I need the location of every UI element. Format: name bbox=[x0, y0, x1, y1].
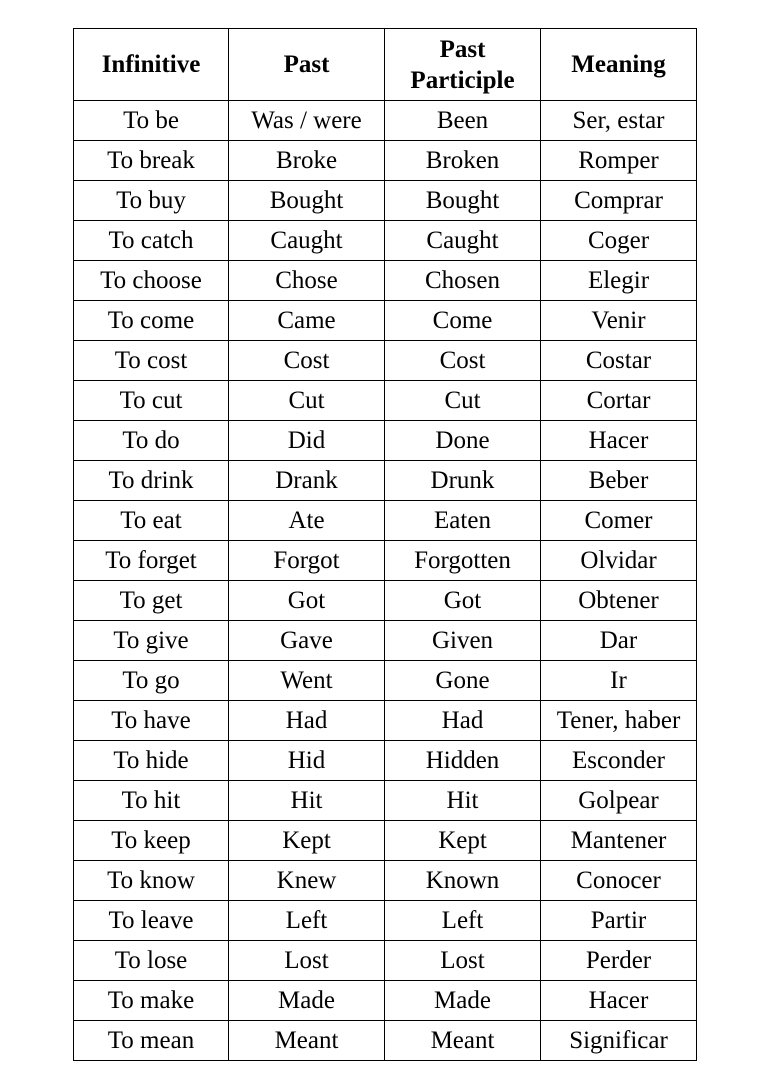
table-row bbox=[74, 661, 697, 701]
meaning-cell: Olvidar bbox=[541, 541, 697, 581]
infinitive-cell: To buy bbox=[74, 181, 229, 221]
infinitive-cell: To have bbox=[74, 701, 229, 741]
past-participle-cell: Eaten bbox=[385, 501, 541, 541]
meaning-cell: Tener, haber bbox=[541, 701, 697, 741]
infinitive-cell: To come bbox=[74, 301, 229, 341]
table-row bbox=[74, 141, 697, 181]
meaning-cell: Comprar bbox=[541, 181, 697, 221]
past-participle-cell: Had bbox=[385, 701, 541, 741]
past-cell: Chose bbox=[229, 261, 385, 301]
past-cell: Caught bbox=[229, 221, 385, 261]
header-infinitive: Infinitive bbox=[74, 29, 229, 101]
meaning-cell: Dar bbox=[541, 621, 697, 661]
past-participle-cell: Caught bbox=[385, 221, 541, 261]
meaning-cell: Venir bbox=[541, 301, 697, 341]
past-participle-cell: Given bbox=[385, 621, 541, 661]
table-row bbox=[74, 301, 697, 341]
meaning-cell: Hacer bbox=[541, 421, 697, 461]
meaning-cell: Esconder bbox=[541, 741, 697, 781]
past-cell: Hit bbox=[229, 781, 385, 821]
infinitive-cell: To do bbox=[74, 421, 229, 461]
past-cell: Left bbox=[229, 901, 385, 941]
infinitive-cell: To know bbox=[74, 861, 229, 901]
table-header bbox=[74, 29, 697, 101]
meaning-cell: Costar bbox=[541, 341, 697, 381]
table-row bbox=[74, 741, 697, 781]
past-participle-cell: Drunk bbox=[385, 461, 541, 501]
past-cell: Did bbox=[229, 421, 385, 461]
past-participle-cell: Kept bbox=[385, 821, 541, 861]
infinitive-cell: To go bbox=[74, 661, 229, 701]
meaning-cell: Perder bbox=[541, 941, 697, 981]
meaning-cell: Golpear bbox=[541, 781, 697, 821]
infinitive-cell: To forget bbox=[74, 541, 229, 581]
past-cell: Went bbox=[229, 661, 385, 701]
past-cell: Broke bbox=[229, 141, 385, 181]
meaning-cell: Ir bbox=[541, 661, 697, 701]
past-participle-cell: Done bbox=[385, 421, 541, 461]
infinitive-cell: To cost bbox=[74, 341, 229, 381]
past-cell: Drank bbox=[229, 461, 385, 501]
infinitive-cell: To leave bbox=[74, 901, 229, 941]
infinitive-cell: To catch bbox=[74, 221, 229, 261]
past-cell: Was / were bbox=[229, 101, 385, 141]
meaning-cell: Coger bbox=[541, 221, 697, 261]
table-row bbox=[74, 861, 697, 901]
past-participle-cell: Made bbox=[385, 981, 541, 1021]
header-past-participle-line2: Participle bbox=[410, 66, 515, 94]
past-cell: Ate bbox=[229, 501, 385, 541]
past-cell: Lost bbox=[229, 941, 385, 981]
past-participle-cell: Cost bbox=[385, 341, 541, 381]
table-row bbox=[74, 981, 697, 1021]
header-meaning: Meaning bbox=[541, 29, 697, 101]
past-cell: Came bbox=[229, 301, 385, 341]
meaning-cell: Elegir bbox=[541, 261, 697, 301]
table-row bbox=[74, 101, 697, 141]
meaning-cell: Partir bbox=[541, 901, 697, 941]
past-participle-cell: Left bbox=[385, 901, 541, 941]
past-cell: Made bbox=[229, 981, 385, 1021]
meaning-cell: Beber bbox=[541, 461, 697, 501]
infinitive-cell: To hide bbox=[74, 741, 229, 781]
table-row bbox=[74, 1021, 697, 1061]
meaning-cell: Obtener bbox=[541, 581, 697, 621]
past-cell: Forgot bbox=[229, 541, 385, 581]
meaning-cell: Mantener bbox=[541, 821, 697, 861]
past-participle-cell: Broken bbox=[385, 141, 541, 181]
past-participle-cell: Cut bbox=[385, 381, 541, 421]
irregular-verbs-table bbox=[73, 28, 697, 1061]
table-row bbox=[74, 381, 697, 421]
past-participle-cell: Lost bbox=[385, 941, 541, 981]
table-row bbox=[74, 341, 697, 381]
past-cell: Cost bbox=[229, 341, 385, 381]
past-cell: Hid bbox=[229, 741, 385, 781]
past-participle-cell: Forgotten bbox=[385, 541, 541, 581]
infinitive-cell: To choose bbox=[74, 261, 229, 301]
table-row bbox=[74, 821, 697, 861]
table-row bbox=[74, 781, 697, 821]
past-participle-cell: Meant bbox=[385, 1021, 541, 1061]
past-participle-cell: Got bbox=[385, 581, 541, 621]
past-cell: Bought bbox=[229, 181, 385, 221]
meaning-cell: Ser, estar bbox=[541, 101, 697, 141]
infinitive-cell: To keep bbox=[74, 821, 229, 861]
table-row bbox=[74, 621, 697, 661]
infinitive-cell: To lose bbox=[74, 941, 229, 981]
infinitive-cell: To give bbox=[74, 621, 229, 661]
header-row bbox=[74, 29, 697, 101]
past-cell: Meant bbox=[229, 1021, 385, 1061]
meaning-cell: Romper bbox=[541, 141, 697, 181]
table-row bbox=[74, 501, 697, 541]
infinitive-cell: To break bbox=[74, 141, 229, 181]
infinitive-cell: To cut bbox=[74, 381, 229, 421]
past-cell: Knew bbox=[229, 861, 385, 901]
meaning-cell: Significar bbox=[541, 1021, 697, 1061]
meaning-cell: Comer bbox=[541, 501, 697, 541]
meaning-cell: Hacer bbox=[541, 981, 697, 1021]
infinitive-cell: To make bbox=[74, 981, 229, 1021]
past-participle-cell: Known bbox=[385, 861, 541, 901]
past-participle-cell: Hidden bbox=[385, 741, 541, 781]
past-participle-cell: Hit bbox=[385, 781, 541, 821]
header-past-participle-line1: Past bbox=[439, 35, 486, 63]
infinitive-cell: To be bbox=[74, 101, 229, 141]
table-row bbox=[74, 901, 697, 941]
past-cell: Gave bbox=[229, 621, 385, 661]
meaning-cell: Cortar bbox=[541, 381, 697, 421]
table-row bbox=[74, 181, 697, 221]
past-participle-cell: Bought bbox=[385, 181, 541, 221]
meaning-cell: Conocer bbox=[541, 861, 697, 901]
infinitive-cell: To drink bbox=[74, 461, 229, 501]
table-row bbox=[74, 701, 697, 741]
header-past-participle bbox=[385, 29, 541, 101]
table-row bbox=[74, 261, 697, 301]
past-participle-cell: Come bbox=[385, 301, 541, 341]
past-cell: Kept bbox=[229, 821, 385, 861]
past-participle-cell: Chosen bbox=[385, 261, 541, 301]
table-row bbox=[74, 421, 697, 461]
header-past: Past bbox=[229, 29, 385, 101]
table-row bbox=[74, 581, 697, 621]
table-row bbox=[74, 541, 697, 581]
table-row bbox=[74, 941, 697, 981]
past-cell: Had bbox=[229, 701, 385, 741]
table-row bbox=[74, 461, 697, 501]
table-row bbox=[74, 221, 697, 261]
table-body bbox=[74, 101, 697, 1061]
past-participle-cell: Been bbox=[385, 101, 541, 141]
infinitive-cell: To eat bbox=[74, 501, 229, 541]
infinitive-cell: To mean bbox=[74, 1021, 229, 1061]
infinitive-cell: To get bbox=[74, 581, 229, 621]
past-participle-cell: Gone bbox=[385, 661, 541, 701]
infinitive-cell: To hit bbox=[74, 781, 229, 821]
past-cell: Got bbox=[229, 581, 385, 621]
past-cell: Cut bbox=[229, 381, 385, 421]
